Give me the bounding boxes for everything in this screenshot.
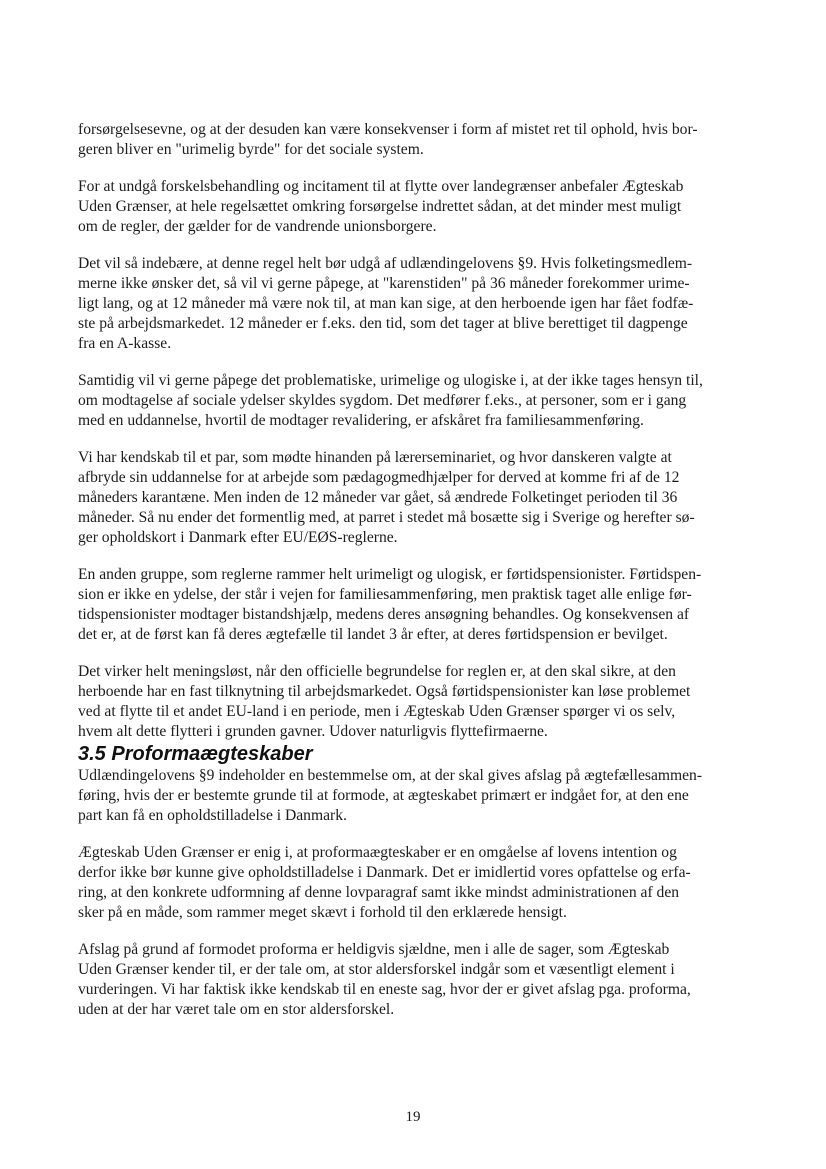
paragraph [78,448,754,548]
text-line: Afslag på grund af formodet proforma er heldigvis sjældne, men i alle de sager, som Ægteskab [78,941,670,958]
text-line: måneder. Så nu ender det formentlig med, at parret i stedet må bosætte sig i Sverige og herefter sø- [78,509,695,526]
text-line: geren bliver en "urimelig byrde" for det sociale system. [78,141,424,158]
text-line: ger opholdskort i Danmark efter EU/EØS-reglerne. [78,529,398,546]
text-line: Vi har kendskab til et par, som mødte hinanden på lærerseminariet, og hvor danskeren valgte at [78,449,672,466]
paragraph-spacer [78,431,754,448]
text-line: Det virker helt meningsløst, når den officielle begrundelse for reglen er, at den skal sikre, at den [78,663,676,680]
document-page [78,120,754,1020]
text-line: merne ikke ønsker det, så vil vi gerne påpege, at "karenstiden" på 36 måneder forekommer urime- [78,275,690,292]
text-line: herboende har en fast tilknytning til arbejdsmarkedet. Også førtidspensionister kan løse problemet [78,683,691,700]
paragraph [78,940,754,1020]
body-text-after-heading [78,766,754,1020]
text-line: med en uddannelse, hvortil de modtager revalidering, er afskåret fra familiesammenføring. [78,412,644,429]
text-line: Ægteskab Uden Grænser er enig i, at proformaægteskaber er en omgåelse af lovens intention og [78,844,677,861]
paragraph-spacer [78,548,754,565]
text-line: ring, at den konkrete udformning af denne lovparagraf samt ikke mindst administrationen af den [78,884,680,901]
text-line: Uden Grænser kender til, er der tale om, at stor aldersforskel indgår som et væsentligt element i [78,961,675,978]
text-line: det er, at de først kan få deres ægtefælle til landet 3 år efter, at deres førtidspension er bevilget. [78,626,668,643]
paragraph [78,371,754,431]
text-line: sker på en måde, som rammer meget skævt i forhold til den erklærede hensigt. [78,904,567,921]
section-heading: 3.5 Proformaægteskaber [78,743,313,765]
text-line: Det vil så indebære, at denne regel helt bør udgå af udlændingelovens §9. Hvis folketingsmedlem- [78,255,693,272]
paragraph-spacer [78,826,754,843]
text-line: hvem alt dette flytteri i grunden gavner. Udover naturligvis flyttefirmaerne. [78,723,548,740]
text-line: ste på arbejdsmarkedet. 12 måneder er f.eks. den tid, som det tager at blive berettiget til dagpenge [78,315,688,332]
text-line: Samtidig vil vi gerne påpege det problematiske, urimelige og ulogiske i, at der ikke tages hensyn til, [78,372,703,389]
paragraph [78,662,754,742]
text-line: ved at flytte til et andet EU-land i en periode, men i Ægteskab Uden Grænser spørger vi os selv, [78,703,676,720]
text-line: føring, hvis der er bestemte grunde til at formode, at ægteskabet primært er indgået for, at den ene [78,787,689,804]
text-line: om de regler, der gælder for de vandrende unionsborgere. [78,218,437,235]
paragraph [78,120,754,160]
text-line: sion er ikke en ydelse, der står i vejen for familiesammenføring, men praktisk taget alle enlige før- [78,586,692,603]
text-line: forsørgelsesevne, og at der desuden kan være konsekvenser i form af mistet ret til ophold, hvis bor- [78,121,698,138]
paragraph [78,565,754,645]
paragraph-spacer [78,354,754,371]
paragraph-spacer [78,923,754,940]
text-line: fra en A-kasse. [78,335,172,352]
paragraph-spacer [78,237,754,254]
text-line: En anden gruppe, som reglerne rammer helt urimeligt og ulogisk, er førtidspensionister. Førtidspen- [78,566,702,583]
text-line: part kan få en opholdstilladelse i Danmark. [78,807,347,824]
text-line: Uden Grænser, at hele regelsættet omkring forsørgelse indrettet sådan, at det minder mest muligt [78,198,682,215]
text-line: vurderingen. Vi har faktisk ikke kendskab til en eneste sag, hvor der er givet afslag pga. proforma, [78,981,691,998]
text-line: Udlændingelovens §9 indeholder en bestemmelse om, at der skal gives afslag på ægtefællesammen- [78,767,703,784]
text-line: For at undgå forskelsbehandling og incitament til at flytte over landegrænser anbefaler Ægteskab [78,178,684,195]
paragraph [78,843,754,923]
paragraph-spacer [78,645,754,662]
text-line: tidspensionister modtager bistandshjælp, medens deres ansøgning behandles. Og konsekvensen af [78,606,690,623]
body-text-before-heading [78,120,754,742]
paragraph-spacer [78,160,754,177]
paragraph [78,177,754,237]
text-line: derfor ikke bør kunne give opholdstilladelse i Danmark. Det er imidlertid vores opfattelse og erfa- [78,864,691,881]
paragraph [78,254,754,354]
text-line: ligt lang, og at 12 måneder må være nok til, at man kan sige, at den herboende igen har fået fodfæ- [78,295,694,312]
text-line: måneders karantæne. Men inden de 12 måneder var gået, så ændrede Folketinget perioden til 36 [78,489,678,506]
text-line: om modtagelse af sociale ydelser skyldes sygdom. Det medfører f.eks., at personer, som er i gang [78,392,687,409]
page-number: 19 [405,1109,421,1125]
paragraph [78,766,754,826]
text-line: uden at der har været tale om en stor aldersforskel. [78,1001,395,1018]
text-line: afbryde sin uddannelse for at arbejde som pædagogmedhjælper for derved at komme fri af de 12 [78,469,680,486]
